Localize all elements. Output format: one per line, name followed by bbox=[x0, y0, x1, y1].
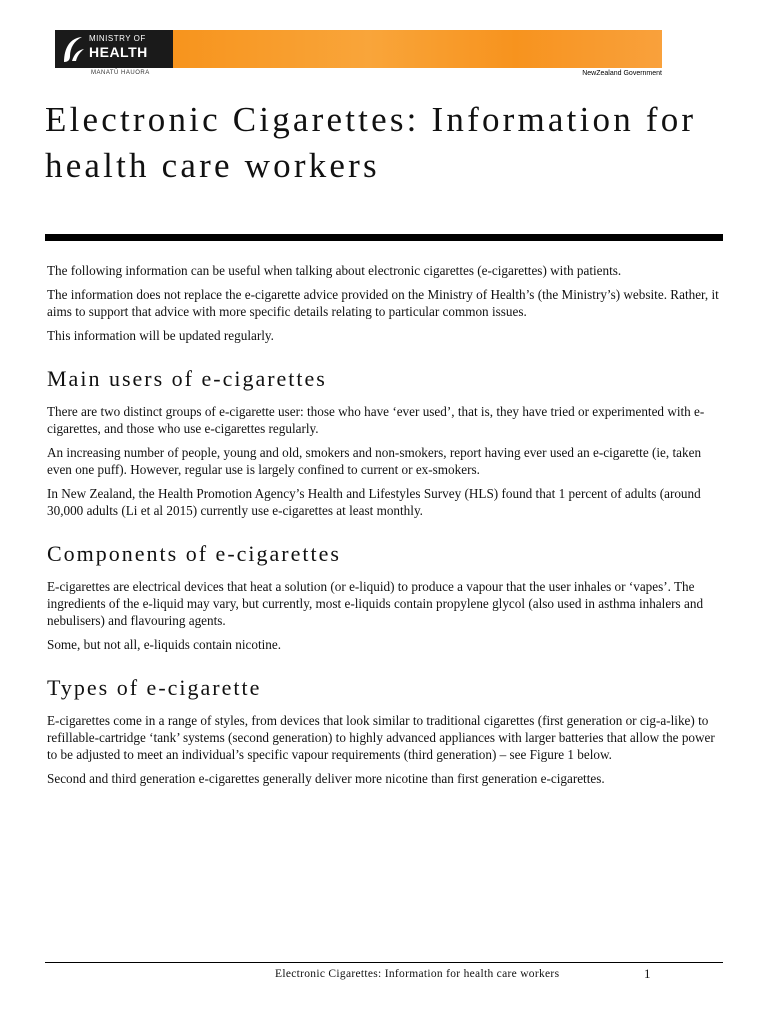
document-title: Electronic Cigarettes: Information for health care workers bbox=[45, 100, 697, 185]
section-paragraph: E-cigarettes are electrical devices that heat a solution (or e-liquid) to produce a vapour that the user inhales or ‘vapes’. The ingredients of the e-liquid may vary, but currently, most e-liquids contain propylene glycol (also used in asthma inhalers and nebulisers) and flavouring agents. bbox=[47, 579, 704, 628]
page-number: 1 bbox=[644, 966, 651, 981]
intro-paragraph: The following information can be useful when talking about electronic cigarettes (e-cigarettes) with patients. bbox=[47, 263, 622, 278]
fern-koru-icon bbox=[60, 34, 86, 64]
header-banner bbox=[55, 30, 662, 80]
title-rule bbox=[45, 234, 723, 241]
section-paragraph: There are two distinct groups of e-cigarette user: those who have ‘ever used’, that is, they have tried or experimented with e-cigarettes, and those who use e-cigarettes regularly. bbox=[47, 404, 705, 436]
logo-subtitle: MANATŪ HAUORA bbox=[91, 70, 150, 76]
section-paragraph: An increasing number of people, young and old, smokers and non-smokers, report having ever used an e-cigarette (ie, taken even one puff). However, regular use is largely confined to current or ex-smokers. bbox=[47, 445, 702, 477]
logo-line2: HEALTH bbox=[89, 44, 148, 60]
section-paragraph: Second and third generation e-cigarettes generally deliver more nicotine than first generation e-cigarettes. bbox=[47, 771, 605, 786]
section-paragraph: In New Zealand, the Health Promotion Agency’s Health and Lifestyles Survey (HLS) found that 1 percent of adults (around 30,000 adults (Li et al 2015) currently use e-cigarettes at least monthly. bbox=[47, 486, 701, 518]
footer-rule bbox=[45, 962, 723, 963]
ministry-logo bbox=[55, 30, 173, 68]
nz-government-label: NewZealand Government bbox=[582, 70, 662, 77]
intro-paragraph: This information will be updated regularly. bbox=[47, 328, 274, 343]
footer-title: Electronic Cigarettes: Information for health care workers bbox=[275, 968, 560, 980]
section-paragraph: E-cigarettes come in a range of styles, from devices that look similar to traditional cigarettes (first generation or cig-a-like) to refillable-cartridge ‘tank’ systems (second generation) to highly advanced appliances with larger batteries that allow the power to be adjusted to meet an individual’s specific vapour requirements (third generation) – see Figure 1 below. bbox=[47, 713, 715, 762]
section-heading-components: Components of e-cigarettes bbox=[47, 541, 341, 566]
section-heading-types: Types of e-cigarette bbox=[47, 675, 262, 700]
intro-paragraph: The information does not replace the e-cigarette advice provided on the Ministry of Health’s (the Ministry’s) website. Rather, it aims to support that advice with more specific details relating to particular common issues. bbox=[47, 287, 719, 319]
logo-line1: MINISTRY OF bbox=[89, 34, 146, 43]
document-body bbox=[47, 262, 727, 794]
section-paragraph: Some, but not all, e-liquids contain nicotine. bbox=[47, 637, 282, 652]
orange-banner bbox=[173, 30, 662, 68]
section-heading-main-users: Main users of e-cigarettes bbox=[47, 366, 327, 391]
